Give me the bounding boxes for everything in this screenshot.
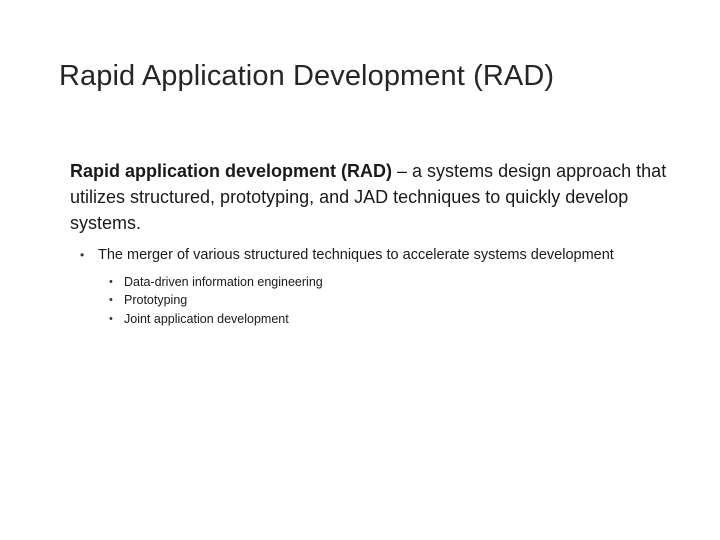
definition-paragraph xyxy=(70,158,670,236)
sub-bullet-text: Joint application development xyxy=(124,311,289,326)
bullet-icon: • xyxy=(109,275,113,288)
sub-bullet-item xyxy=(109,291,618,310)
definition-term: Rapid application development (RAD) xyxy=(70,161,393,181)
definition-text: – a systems design approach that utilizes structured, prototyping, and JAD techniques to quickly develop systems. xyxy=(70,161,667,233)
bullet-icon: • xyxy=(109,294,113,306)
bullet-icon: • xyxy=(109,312,113,325)
slide-title: Rapid Application Development (RAD) xyxy=(59,60,555,92)
sub-bullet-list xyxy=(109,273,618,329)
bullet-point-text: The merger of various structured techniques to accelerate systems development xyxy=(98,247,614,263)
slide-body xyxy=(70,158,670,328)
bullet-point xyxy=(80,246,618,328)
bullet-icon: • xyxy=(80,248,85,262)
sub-bullet-text: Prototyping xyxy=(124,293,188,307)
sub-bullet-item xyxy=(109,273,618,292)
sub-bullet-text: Data-driven information engineering xyxy=(124,274,323,289)
sub-bullet-item xyxy=(109,310,618,329)
